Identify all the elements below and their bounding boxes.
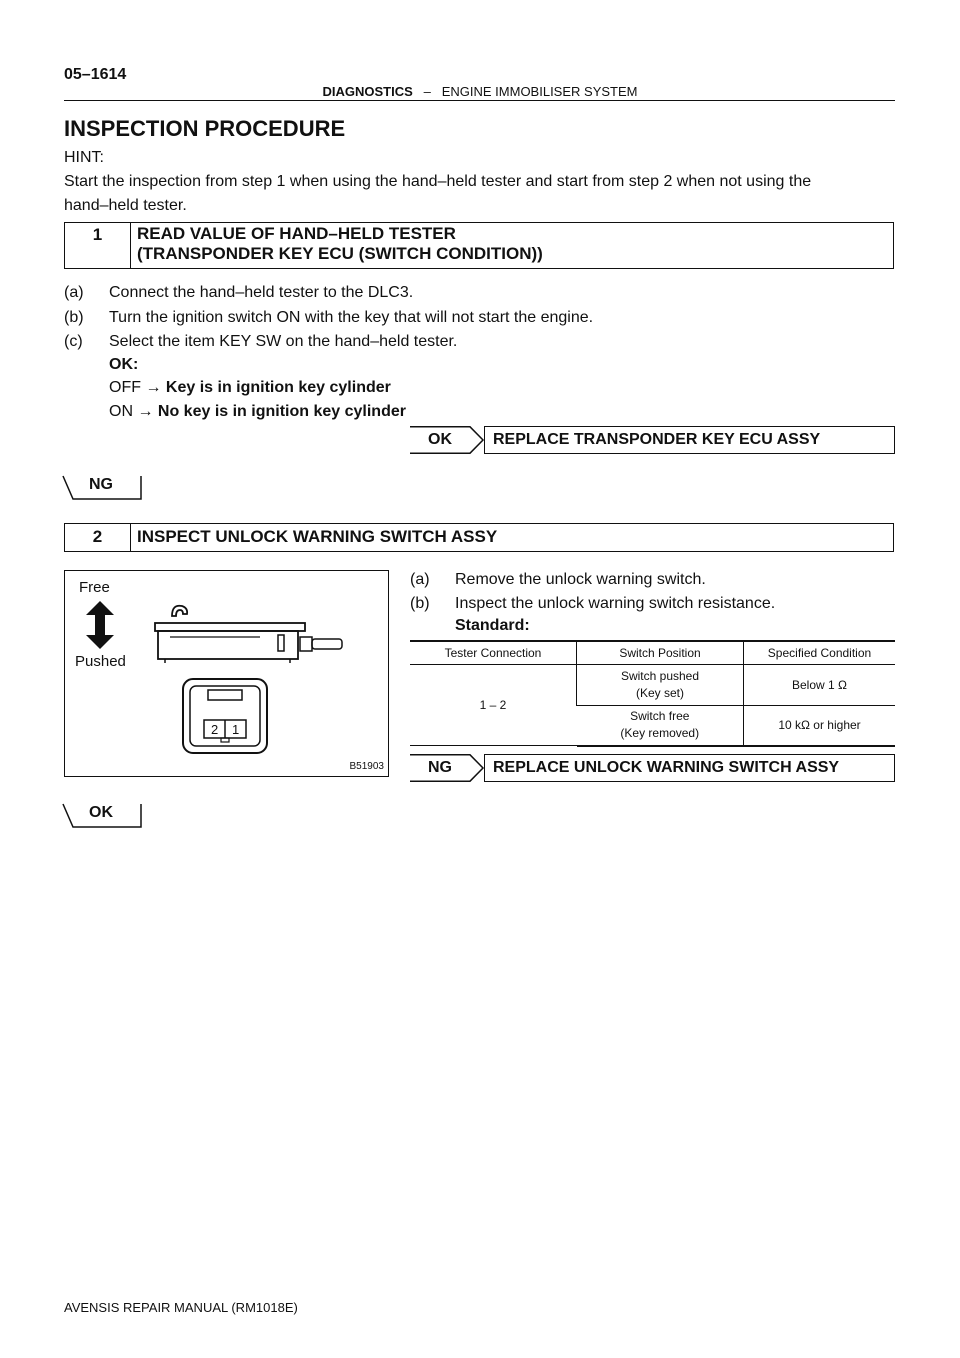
column-header: Switch Position xyxy=(577,641,744,665)
step-2-item-b xyxy=(410,593,890,615)
table-header-row xyxy=(410,641,895,665)
item-text: Select the item KEY SW on the hand–held tester. xyxy=(109,333,458,350)
item-label: (a) xyxy=(410,571,430,588)
double-arrow-icon xyxy=(83,601,117,649)
hint-label: HINT: xyxy=(64,149,104,166)
item-label: (c) xyxy=(64,333,83,350)
header-section: DIAGNOSTICS xyxy=(322,84,413,99)
page-title: INSPECTION PROCEDURE xyxy=(64,116,346,141)
item-text: Connect the hand–held tester to the DLC3. xyxy=(109,284,414,301)
column-header: Specified Condition xyxy=(744,641,896,665)
pin-label-2: 2 xyxy=(211,722,219,737)
criteria-text: Key is in ignition key cylinder xyxy=(165,379,391,396)
step-1-title-line-2: (TRANSPONDER KEY ECU (SWITCH CONDITION)) xyxy=(137,244,543,263)
step-1-ok-tag xyxy=(410,426,485,454)
ok-criteria-line-2 xyxy=(109,401,406,423)
step-2-ng-tag xyxy=(410,754,485,782)
step-2-item-a xyxy=(410,569,890,591)
criteria-text: No key is in ignition key cylinder xyxy=(157,403,406,420)
step-1-number: 1 xyxy=(65,223,131,268)
position-line-2: (Key removed) xyxy=(620,726,700,741)
table-row xyxy=(410,665,895,706)
item-text: Remove the unlock warning switch. xyxy=(455,571,706,588)
item-text: Turn the ignition switch ON with the key that will not start the engine. xyxy=(109,309,594,326)
running-header xyxy=(0,84,960,99)
pin-label-1: 1 xyxy=(232,722,240,737)
arrow-icon: → xyxy=(137,403,154,420)
step-2-header xyxy=(64,523,894,552)
position-line-1: Switch free xyxy=(630,709,690,724)
hint-line-1: Start the inspection from step 1 when using the hand–held tester and start from step 2 when not using the xyxy=(64,173,812,190)
figure-id: B51903 xyxy=(349,761,384,772)
spec-table xyxy=(410,640,895,747)
pushed-label: Pushed xyxy=(75,653,126,670)
position-cell xyxy=(577,706,744,746)
step-2-ok-tab xyxy=(62,802,142,830)
step-2-number: 2 xyxy=(65,524,131,551)
item-text: Inspect the unlock warning switch resistance. xyxy=(455,595,776,612)
position-line-2: (Key set) xyxy=(635,686,684,700)
condition-cell: 10 kΩ or higher xyxy=(744,706,896,746)
switch-state: ON xyxy=(109,403,133,420)
switch-state: OFF xyxy=(109,379,141,396)
item-label: (a) xyxy=(64,284,84,301)
connector-front-view xyxy=(180,676,270,756)
header-separator: – xyxy=(423,84,431,99)
free-label: Free xyxy=(79,579,110,596)
ok-criteria-line-1 xyxy=(109,377,391,399)
header-subsection: ENGINE IMMOBILISER SYSTEM xyxy=(441,84,638,99)
connection-cell: 1 – 2 xyxy=(410,665,577,746)
condition-cell: Below 1 Ω xyxy=(744,665,896,706)
item-label: (b) xyxy=(64,309,84,326)
step-1-item-b xyxy=(64,307,864,329)
item-label: (b) xyxy=(410,595,430,612)
result-tag-text: NG xyxy=(428,759,452,776)
step-1-ng-tab xyxy=(62,474,142,502)
page-number: 05–1614 xyxy=(64,66,127,83)
tab-text: NG xyxy=(89,476,113,493)
step-2-title: INSPECT UNLOCK WARNING SWITCH ASSY xyxy=(137,527,498,546)
standard-label: Standard: xyxy=(455,617,530,634)
switch-side-view xyxy=(150,601,350,666)
switch-illustration xyxy=(64,570,389,777)
step-2-ng-result: REPLACE UNLOCK WARNING SWITCH ASSY xyxy=(484,754,895,782)
position-line-1: Switch pushed xyxy=(620,669,700,683)
step-1-title-line-1: READ VALUE OF HAND–HELD TESTER xyxy=(137,224,456,243)
position-cell xyxy=(577,665,744,706)
hint-line-2: hand–held tester. xyxy=(64,197,187,214)
step-1-item-a xyxy=(64,282,864,304)
header-rule xyxy=(64,100,895,101)
footer-manual-id: AVENSIS REPAIR MANUAL (RM1018E) xyxy=(64,1300,298,1315)
column-header: Tester Connection xyxy=(410,641,577,665)
result-tag-text: OK xyxy=(428,431,452,448)
ok-criteria-label: OK: xyxy=(109,356,139,373)
tab-text: OK xyxy=(89,804,113,821)
step-1-item-c xyxy=(64,331,864,353)
arrow-icon: → xyxy=(145,379,162,396)
step-1-ok-result: REPLACE TRANSPONDER KEY ECU ASSY xyxy=(484,426,895,454)
step-1-header xyxy=(64,222,894,269)
